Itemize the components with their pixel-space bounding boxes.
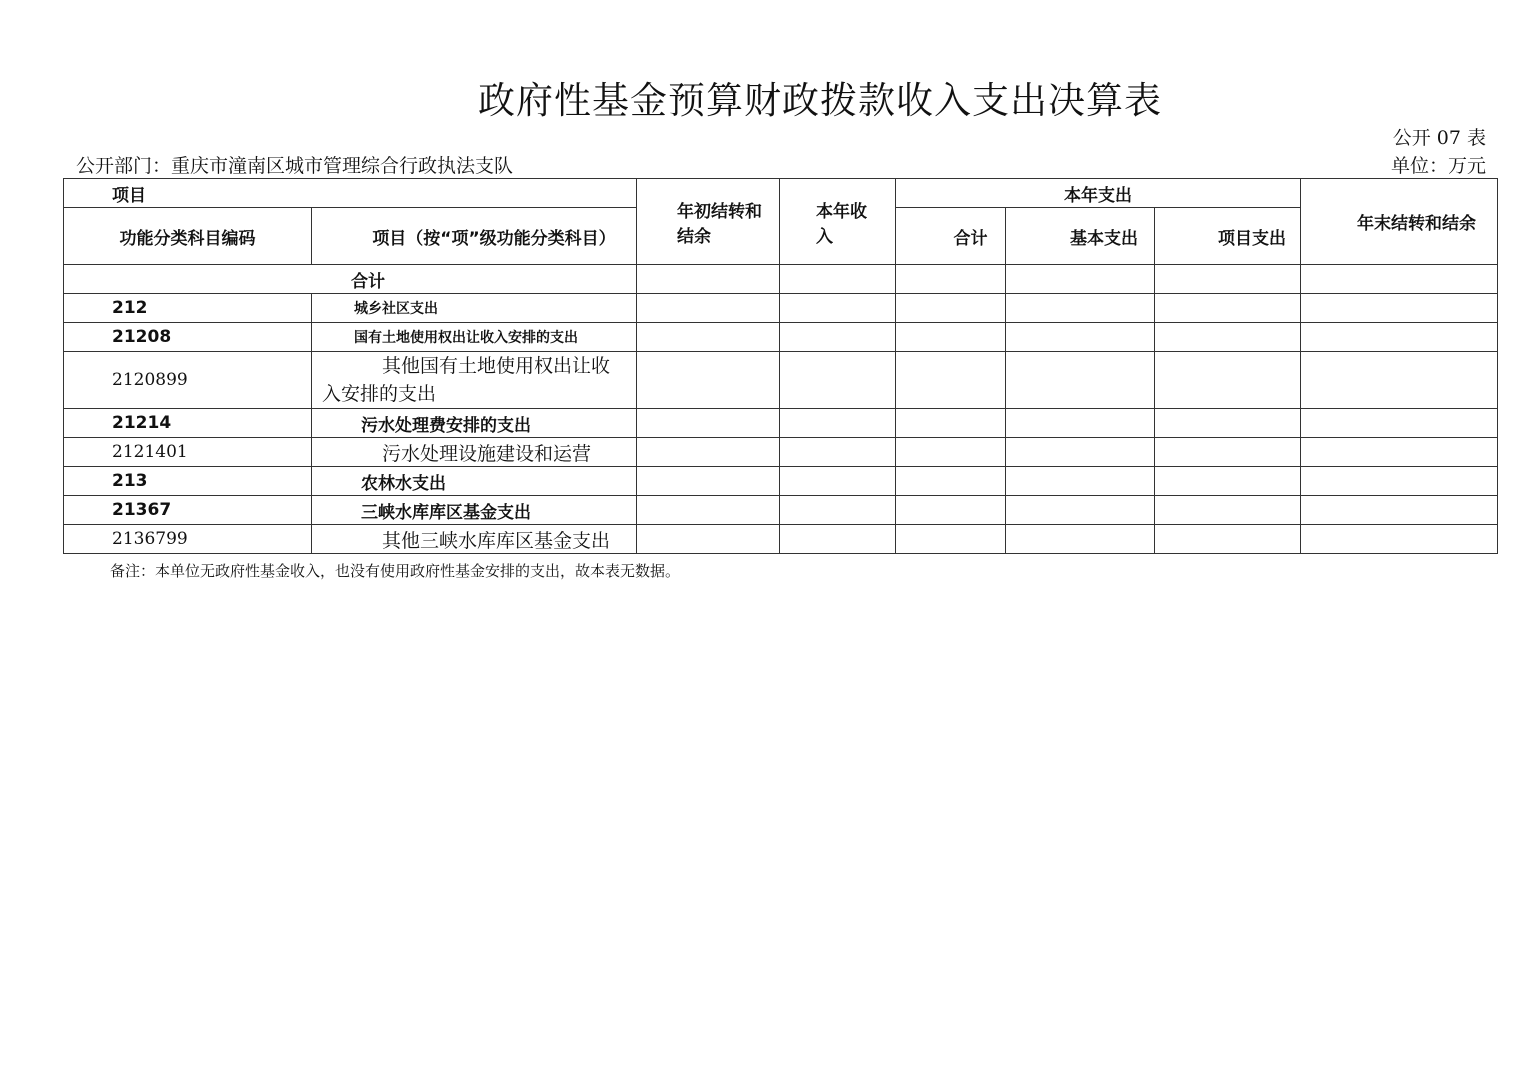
row-name: 城乡社区支出 (312, 294, 637, 323)
table-row-total (64, 265, 1498, 294)
unit-label: 单位：万元 (1390, 155, 1486, 177)
row-name: 国有土地使用权出让收入安排的支出 (312, 323, 637, 352)
row-name: 污水处理设施建设和运营 (312, 438, 637, 467)
footnote: 备注：本单位无政府性基金收入，也没有使用政府性基金安排的支出，故本表无数据。 (110, 562, 681, 580)
budget-table (63, 178, 1498, 554)
header-code: 功能分类科目编码 (64, 208, 312, 265)
header-total: 合计 (896, 208, 1006, 265)
row-code: 2121401 (64, 438, 312, 467)
table-row (64, 467, 1498, 496)
form-number: 公开 07 表 (1392, 127, 1486, 149)
table-row (64, 323, 1498, 352)
header-expense-group: 本年支出 (896, 179, 1301, 208)
table-row (64, 294, 1498, 323)
row-code: 213 (64, 467, 312, 496)
row-name: 污水处理费安排的支出 (312, 409, 637, 438)
table-row (64, 438, 1498, 467)
header-name: 项目（按“项”级功能分类科目） (312, 208, 637, 265)
row-name: 其他国有土地使用权出让收入安排的支出 (312, 352, 637, 409)
row-code: 21208 (64, 323, 312, 352)
row-name: 其他三峡水库库区基金支出 (312, 525, 637, 554)
row-name: 农林水支出 (312, 467, 637, 496)
table-row (64, 525, 1498, 554)
table-row (64, 496, 1498, 525)
row-code: 212 (64, 294, 312, 323)
header-project: 项目支出 (1155, 208, 1301, 265)
header-end-balance: 年末结转和结余 (1301, 179, 1498, 265)
table-row (64, 352, 1498, 409)
header-begin-balance: 年初结转和结余 (637, 179, 780, 265)
page-title: 政府性基金预算财政拨款收入支出决算表 (478, 79, 1162, 122)
header-basic: 基本支出 (1006, 208, 1155, 265)
row-code: 21214 (64, 409, 312, 438)
row-code: 21367 (64, 496, 312, 525)
row-code: 2136799 (64, 525, 312, 554)
row-name: 三峡水库库区基金支出 (312, 496, 637, 525)
row-code: 2120899 (64, 352, 312, 409)
header-item: 项目 (64, 179, 637, 208)
header-income: 本年收入 (780, 179, 896, 265)
total-label: 合计 (64, 265, 637, 294)
table-row (64, 409, 1498, 438)
department-label: 公开部门：重庆市潼南区城市管理综合行政执法支队 (76, 155, 514, 177)
